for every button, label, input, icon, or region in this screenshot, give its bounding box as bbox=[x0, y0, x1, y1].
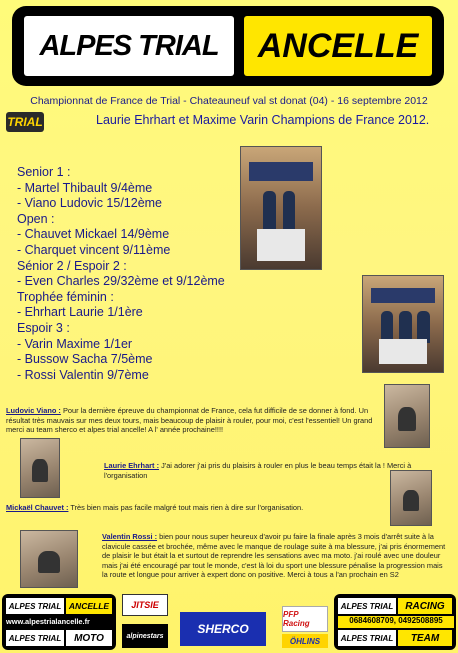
footer-moto-brand: ALPES TRIAL bbox=[6, 630, 64, 646]
footer-racing-brand: ALPES TRIAL bbox=[338, 598, 396, 614]
result-line: - Bussow Sacha 7/5ème bbox=[17, 352, 153, 367]
podium-photo-2 bbox=[362, 275, 444, 373]
champions-headline: Laurie Ehrhart et Maxime Varin Champions de France 2012. bbox=[96, 113, 430, 127]
testimonial-viano bbox=[6, 406, 374, 435]
rider-photo-viano bbox=[384, 384, 430, 448]
testimonial-text: bien pour nous super heureux d'avoir pu faire la finale après 3 mois d'arrêt suite à la clavicule cassée et brochée, même avec le manque de roulage suite à ma blessure, j'ai pris énormement de plaisir le but était la et surtout de reprendre les sensations avec ma moto. j'ai roulé avec une douleur mais j'ai été encouragé par tout le monde, c'est là loi du sport une blessure pénalise la progression mais la route et longue pour arriver à expert donc on positive. Merci à tous a l'an prochain en S2 bbox=[102, 532, 446, 580]
website-link[interactable]: www.alpestrialancelle.fr bbox=[6, 617, 90, 626]
contact-phones: 0684608709, 0492508895 bbox=[338, 616, 454, 628]
sponsor-pfp-racing: PFP Racing bbox=[282, 606, 328, 632]
rider-photo-ehrhart bbox=[20, 438, 60, 498]
result-line: Espoir 3 : bbox=[17, 320, 70, 335]
testimonial-text: Très bien mais pas facile malgré tout mais rien à dire sur l'organisation. bbox=[68, 503, 304, 512]
trial-logo-icon: TRIAL bbox=[6, 112, 44, 132]
result-line: - Chauvet Mickael 14/9ème bbox=[17, 227, 170, 242]
testimonial-name: Valentin Rossi : bbox=[102, 532, 158, 541]
testimonial-text: J'ai adorer j'ai pris du plaisirs à rouler en plus le beau temps était la ! Merci à l'organisation bbox=[104, 461, 412, 480]
result-line: - Martel Thibault 9/4ème bbox=[17, 180, 153, 195]
header-right-title: ANCELLE bbox=[244, 16, 432, 76]
results-list bbox=[17, 165, 277, 383]
event-subtitle: Championnat de France de Trial - Chateauneuf val st donat (04) - 16 septembre 2012 bbox=[30, 95, 428, 107]
result-line: - Rossi Valentin 9/7ème bbox=[17, 367, 149, 382]
sponsor-alpinestars: alpinestars bbox=[122, 624, 168, 648]
rider-photo-rossi bbox=[20, 530, 78, 588]
result-line: - Viano Ludovic 15/12ème bbox=[17, 196, 163, 211]
footer-team-brand: ALPES TRIAL bbox=[338, 630, 396, 646]
footer-brand-left: ALPES TRIAL bbox=[6, 598, 64, 614]
result-line: Open : bbox=[17, 211, 55, 226]
footer-moto-label: MOTO bbox=[66, 630, 112, 646]
testimonial-chauvet bbox=[6, 503, 386, 513]
sponsor-ohlins: ÖHLINS bbox=[282, 634, 328, 648]
footer-racing-label: RACING bbox=[398, 598, 452, 614]
footer-left-block bbox=[2, 594, 116, 650]
result-line: - Charquet vincent 9/11ème bbox=[17, 242, 171, 257]
podium-photo-1 bbox=[240, 146, 322, 270]
footer-brand-ancelle: ANCELLE bbox=[66, 598, 112, 614]
sponsor-sherco: SHERCO bbox=[180, 612, 266, 646]
result-line: Trophée féminin : bbox=[17, 289, 114, 304]
result-line: - Even Charles 29/32ème et 9/12ème bbox=[17, 274, 225, 289]
result-line: - Varin Maxime 1/1er bbox=[17, 336, 133, 351]
header-left-title: ALPES TRIAL bbox=[24, 16, 234, 76]
footer-right-block bbox=[334, 594, 456, 650]
testimonial-name: Laurie Ehrhart : bbox=[104, 461, 160, 470]
result-line: Sénior 2 / Espoir 2 : bbox=[17, 258, 127, 273]
result-line: Senior 1 : bbox=[17, 165, 71, 179]
footer-team-label: TEAM bbox=[398, 630, 452, 646]
testimonial-name: Ludovic Viano : bbox=[6, 406, 61, 415]
testimonial-rossi bbox=[102, 532, 448, 580]
result-line: - Ehrhart Laurie 1/1ère bbox=[17, 305, 143, 320]
testimonial-text: Pour la dernière épreuve du championnat de France, cela fut difficile de se donner à fond. Un résultat très mauvais sur mes deux tours, mais beaucoup de plaisir à rouler, pour moi, c'est l'essentiel! Un grand merci au team sherco et alpes trial ancelle! A l' année prochaine!!!! bbox=[6, 406, 373, 435]
testimonial-name: Mickaël Chauvet : bbox=[6, 503, 69, 512]
header-banner bbox=[12, 6, 444, 86]
testimonial-ehrhart bbox=[104, 461, 444, 480]
sponsor-jitsie: JITSIE bbox=[122, 594, 168, 616]
